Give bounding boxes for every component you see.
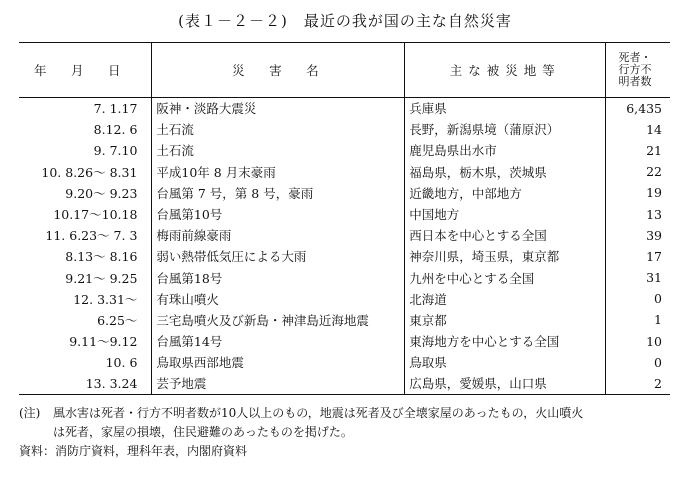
header-date: 年 月 日 <box>19 43 152 98</box>
table-row <box>19 352 670 373</box>
disaster-table <box>19 42 670 395</box>
cell-disaster: 土石流 <box>152 119 405 140</box>
cell-area: 神奈川県，埼玉県，東京都 <box>405 246 606 267</box>
table-row <box>19 98 670 119</box>
cell-area: 長野，新潟県境（蒲原沢） <box>405 119 606 140</box>
cell-area: 福島県，栃木県，茨城県 <box>405 161 606 182</box>
cell-area: 西日本を中心とする全国 <box>405 225 606 246</box>
cell-count: 2 <box>606 373 670 394</box>
cell-count: 19 <box>606 182 670 203</box>
table-row <box>19 161 670 182</box>
cell-date: 8.12. 6 <box>93 121 138 137</box>
cell-date: 10. 8.26～ 8.31 <box>41 164 138 180</box>
cell-disaster: 阪神・淡路大震災 <box>152 98 405 119</box>
cell-disaster: 鳥取県西部地震 <box>152 352 405 373</box>
cell-count: 22 <box>606 161 670 182</box>
table-row <box>19 225 670 246</box>
table-header-row <box>19 43 670 98</box>
note-row <box>19 404 679 423</box>
cell-area: 近畿地方，中部地方 <box>405 182 606 203</box>
table-row <box>19 309 670 330</box>
note-line2: は死者，家屋の損壊，住民避難のあったものを掲げた。 <box>53 425 353 439</box>
cell-disaster: 芸予地震 <box>152 373 405 394</box>
cell-date: 12. 3.31～ <box>73 291 138 307</box>
cell-disaster: 弱い熱帯低気圧による大雨 <box>152 246 405 267</box>
cell-count: 13 <box>606 203 670 224</box>
cell-count: 14 <box>606 119 670 140</box>
cell-count: 10 <box>606 331 670 352</box>
notes-section <box>19 404 679 461</box>
table-row <box>19 267 670 288</box>
table-title: (表１－２－２) 最近の我が国の主な自然災害 <box>178 12 512 30</box>
cell-date: 9.11～9.12 <box>69 334 138 350</box>
table-row <box>19 182 670 203</box>
cell-date: 11. 6.23～ 7. 3 <box>45 228 138 244</box>
cell-count: 39 <box>606 225 670 246</box>
cell-count: 0 <box>606 288 670 309</box>
table-row <box>19 373 670 394</box>
table-row <box>19 203 670 224</box>
table-row <box>19 119 670 140</box>
table-row <box>19 246 670 267</box>
note-mark: (注) <box>19 406 41 420</box>
cell-count: 31 <box>606 267 670 288</box>
header-count-line1: 死者・ <box>618 51 652 64</box>
cell-date: 7. 1.17 <box>93 100 138 116</box>
cell-count: 1 <box>606 309 670 330</box>
cell-disaster: 梅雨前線豪雨 <box>152 225 405 246</box>
header-disaster: 災 害 名 <box>152 43 405 98</box>
cell-disaster: 台風第18号 <box>152 267 405 288</box>
cell-date: 8.13～ 8.16 <box>65 249 138 265</box>
cell-disaster: 有珠山噴火 <box>152 288 405 309</box>
cell-count: 6,435 <box>606 98 670 119</box>
cell-date: 9. 7.10 <box>93 142 138 158</box>
header-count-line3: 明者数 <box>618 75 652 88</box>
cell-area: 九州を中心とする全国 <box>405 267 606 288</box>
cell-date: 9.20～ 9.23 <box>65 185 138 201</box>
cell-disaster: 土石流 <box>152 140 405 161</box>
table-row <box>19 140 670 161</box>
cell-count: 0 <box>606 352 670 373</box>
header-count <box>606 43 670 98</box>
cell-date: 9.21～ 9.25 <box>65 270 138 286</box>
cell-area: 鳥取県 <box>405 352 606 373</box>
cell-area: 鹿児島県出水市 <box>405 140 606 161</box>
cell-area: 兵庫県 <box>405 98 606 119</box>
cell-date: 10. 6 <box>105 354 138 370</box>
cell-disaster: 台風第14号 <box>152 331 405 352</box>
cell-area: 東海地方を中心とする全国 <box>405 331 606 352</box>
cell-disaster: 台風第 7 号，第 8 号，豪雨 <box>152 182 405 203</box>
table-row <box>19 331 670 352</box>
cell-area: 北海道 <box>405 288 606 309</box>
cell-area: 中国地方 <box>405 203 606 224</box>
cell-date: 6.25～ <box>97 312 138 328</box>
source-line: 資料：消防庁資料，理科年表，内閣府資料 <box>19 444 248 458</box>
cell-date: 10.17～10.18 <box>53 207 138 223</box>
table-row <box>19 288 670 309</box>
cell-disaster: 台風第10号 <box>152 203 405 224</box>
header-area: 主な被災地等 <box>405 43 606 98</box>
cell-disaster: 平成10年 8 月末豪雨 <box>152 161 405 182</box>
cell-date: 13. 3.24 <box>19 373 152 394</box>
cell-area: 東京都 <box>405 309 606 330</box>
note-line1: 風水害は死者・行方不明者数が10人以上のもの，地震は死者及び全壊家屋のあったもの，火山噴火 <box>53 406 584 420</box>
cell-count: 17 <box>606 246 670 267</box>
cell-disaster: 三宅島噴火及び新島・神津島近海地震 <box>152 309 405 330</box>
cell-area: 広島県，愛媛県，山口県 <box>405 373 606 394</box>
cell-count: 21 <box>606 140 670 161</box>
header-count-line2: 行方不 <box>618 63 652 76</box>
